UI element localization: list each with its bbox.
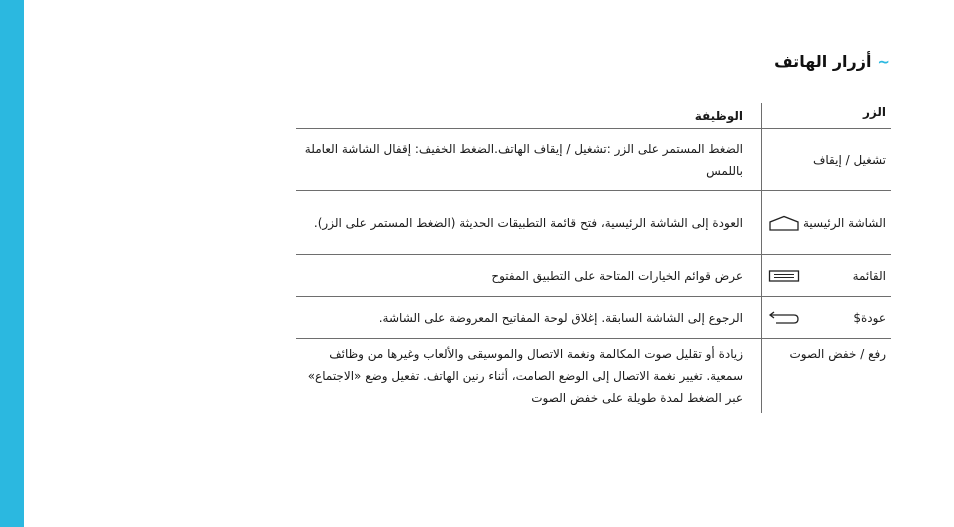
back-icon <box>768 310 800 326</box>
home-icon <box>768 215 800 231</box>
section-heading <box>774 52 890 71</box>
function-cell: عرض قوائم الخيارات المتاحة على التطبيق المفتوح <box>491 268 743 283</box>
function-cell: الضغط المستمر على الزر :تشغيل / إيقاف الهاتف.الضغط الخفيف: إقفال الشاشة العاملة باللمس <box>304 141 743 178</box>
table-row-power <box>296 129 891 191</box>
table-row-menu <box>296 255 891 297</box>
table-row-home <box>296 191 891 255</box>
function-cell: الرجوع إلى الشاشة السابقة. إغلاق لوحة المفاتيح المعروضة على الشاشة. <box>378 310 743 325</box>
page-title: أزرار الهاتف <box>774 52 872 71</box>
table-row-volume <box>296 339 891 413</box>
phone-buttons-table <box>296 103 891 413</box>
button-cell: رفع / خفض الصوت <box>761 339 891 413</box>
button-cell: القائمة <box>761 255 891 296</box>
button-cell: الشاشة الرئيسية <box>761 191 891 254</box>
header-function: الوظيفة <box>694 109 743 123</box>
function-cell: العودة إلى الشاشة الرئيسية، فتح قائمة التطبيقات الحديثة (الضغط المستمر على الزر). <box>313 215 743 230</box>
menu-icon <box>768 268 800 284</box>
header-button: الزر <box>761 103 891 128</box>
heading-bullet: ~ <box>877 52 890 71</box>
function-cell: زيادة أو تقليل صوت المكالمة ونغمة الاتصال والموسيقى والألعاب وغيرها من وظائف سمعية. تغيير نغمة الاتصال إلى الوضع الصامت، أثناء رنين الهاتف. تفعيل وضع «الاجتماع» عبر الضغط لمدة طويلة على خفض الصوت <box>307 347 743 405</box>
button-cell: عودة$ <box>761 297 891 338</box>
table-header-row <box>296 103 891 129</box>
button-cell: تشغيل / إيقاف <box>761 129 891 190</box>
side-accent-bar <box>0 0 24 527</box>
table-row-back <box>296 297 891 339</box>
